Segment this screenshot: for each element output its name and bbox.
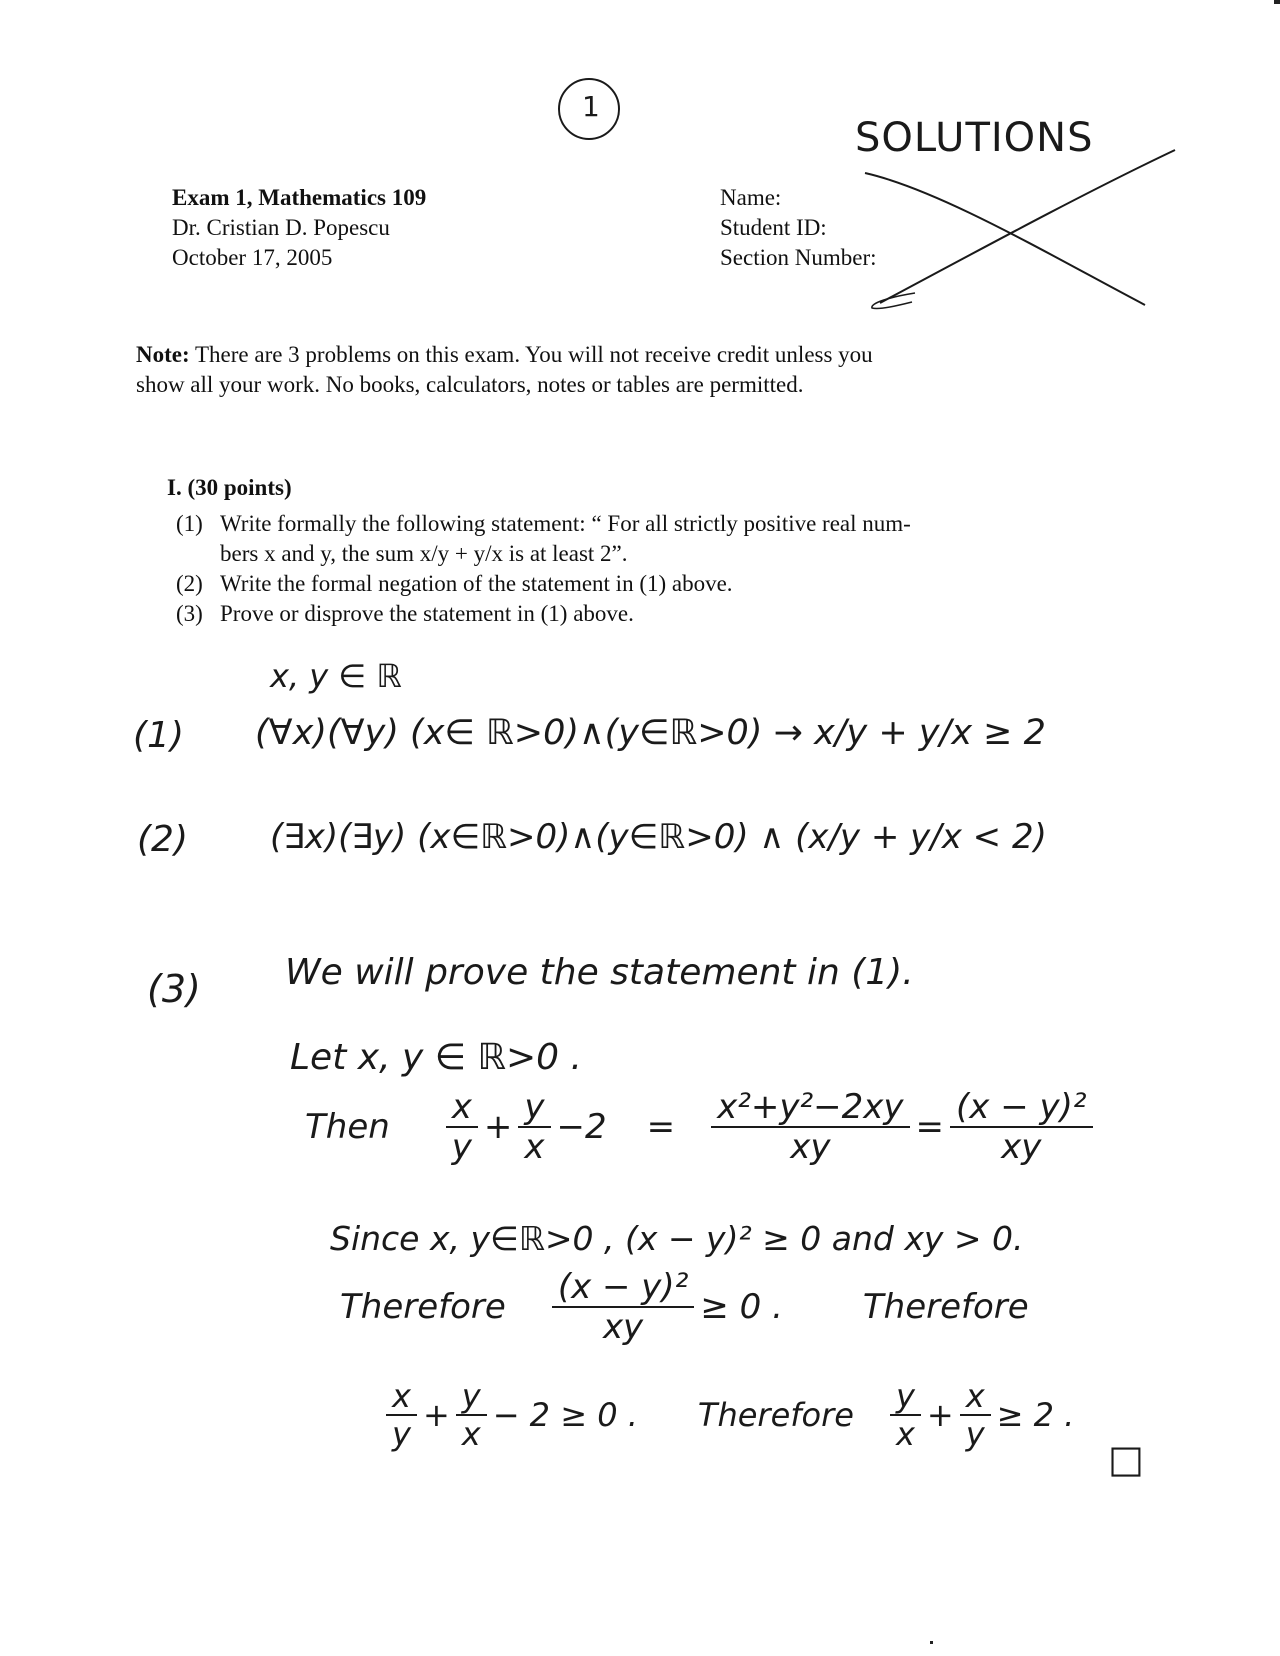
fraction-square-over-xy: [552, 1267, 695, 1347]
problem-item-text: Write the formal negation of the statement in (1) above.: [220, 571, 733, 596]
plus-sign: +: [422, 1396, 450, 1434]
note-text-1: There are 3 problems on this exam. You will not receive credit unless you: [194, 342, 873, 367]
fraction-numerator: x: [446, 1090, 478, 1128]
fraction-x-over-y: [446, 1087, 478, 1167]
solution-part-2-label: (2): [137, 819, 188, 860]
therefore-word: Therefore: [697, 1396, 854, 1434]
therefore-word: Therefore: [340, 1287, 506, 1327]
problem-item-2: [176, 569, 733, 599]
fraction-numerator: (x − y)²: [552, 1270, 695, 1308]
problem-item-3: [176, 599, 634, 629]
plus-sign: +: [926, 1396, 954, 1434]
fraction-denominator: xy: [602, 1307, 644, 1347]
conclusion-statement: ≥ 2 .: [996, 1396, 1075, 1434]
problem-item-text: Write formally the following statement: “ For all strictly positive real num-: [220, 511, 911, 536]
equals-sign: =: [646, 1107, 676, 1147]
solution-part-1: (∀x)(∀y) (x∈ ℝ>0)∧(y∈ℝ>0) → x/y + y/x ≥ 2: [255, 713, 1046, 753]
fraction-square: [950, 1087, 1093, 1167]
fraction-denominator: x: [895, 1415, 915, 1453]
note-line-1: [136, 340, 873, 370]
solution-then-line: [305, 1087, 1099, 1167]
solution-part-1-label: (1): [133, 715, 184, 756]
nonnegative-statement: ≥ 0 .: [700, 1287, 783, 1327]
fraction-numerator: y: [456, 1380, 487, 1416]
fraction-numerator: y: [518, 1090, 550, 1128]
name-field-label: Name:: [720, 185, 782, 210]
fraction-denominator: x: [461, 1415, 481, 1453]
scan-speck: [1274, 0, 1280, 4]
note-text-2: show all your work. No books, calculators, notes or tables are permitted.: [136, 372, 804, 397]
then-word: Then: [305, 1107, 390, 1147]
fraction-y-over-x: [518, 1087, 550, 1167]
solution-part-3-intro: We will prove the statement in (1).: [285, 952, 914, 993]
cross-out-mark: [860, 145, 1180, 320]
solutions-label: SOLUTIONS: [855, 115, 1094, 161]
student-id-field-label: Student ID:: [720, 215, 827, 240]
fraction-numerator: y: [890, 1380, 921, 1416]
equals-sign: =: [915, 1107, 945, 1147]
problem-item-text: Prove or disprove the statement in (1) above.: [220, 601, 634, 626]
problem-item-number: (3): [176, 601, 203, 626]
fraction-denominator: y: [965, 1415, 985, 1453]
solution-therefore-line-1: [340, 1267, 1029, 1347]
solution-domain-note: x, y ∈ ℝ: [270, 657, 402, 695]
fraction-y-over-x: [890, 1377, 921, 1453]
fraction-x-over-y: [960, 1377, 991, 1453]
problem-item-number: (1): [176, 511, 203, 536]
note-label: Note:: [136, 342, 190, 367]
fraction-y-over-x: [456, 1377, 487, 1453]
page-number: 1: [582, 90, 600, 123]
exam-date: October 17, 2005: [172, 245, 333, 270]
fraction-numerator: x: [960, 1380, 991, 1416]
fraction-denominator: y: [392, 1415, 411, 1453]
solution-final-line: [380, 1377, 1075, 1453]
fraction-denominator: xy: [790, 1127, 831, 1167]
fraction-denominator: y: [451, 1127, 472, 1167]
fraction-numerator: (x − y)²: [950, 1090, 1093, 1128]
scan-speck: [930, 1641, 933, 1644]
instructor-name: Dr. Cristian D. Popescu: [172, 215, 390, 240]
fraction-numerator: x: [386, 1380, 417, 1416]
solution-let-line: Let x, y ∈ ℝ>0 .: [290, 1037, 582, 1078]
fraction-x-over-y: [386, 1377, 417, 1453]
fraction-denominator: xy: [1001, 1127, 1042, 1167]
minus-two: −2: [556, 1107, 607, 1147]
therefore-word: Therefore: [862, 1287, 1029, 1327]
problem-item-number: (2): [176, 571, 203, 596]
solution-since-line: Since x, y∈ℝ>0 , (x − y)² ≥ 0 and xy > 0.: [330, 1219, 1024, 1258]
qed-mark: □: [1108, 1437, 1144, 1481]
plus-sign: +: [483, 1107, 513, 1147]
problem-item-1: [176, 509, 911, 539]
problem-item-1-continued: bers x and y, the sum x/y + y/x is at least 2”.: [220, 541, 628, 566]
solution-part-3-label: (3): [147, 967, 201, 1011]
section-number-field-label: Section Number:: [720, 245, 877, 270]
fraction-denominator: x: [524, 1127, 545, 1167]
exam-title: Exam 1, Mathematics 109: [172, 185, 427, 210]
inequality-statement: − 2 ≥ 0 .: [492, 1396, 638, 1434]
problem-heading: I. (30 points): [167, 475, 292, 500]
fraction-numerator: x²+y²−2xy: [711, 1090, 909, 1128]
solution-part-2: (∃x)(∃y) (x∈ℝ>0)∧(y∈ℝ>0) ∧ (x/y + y/x < 2): [270, 817, 1047, 857]
fraction-expanded: [711, 1087, 909, 1167]
